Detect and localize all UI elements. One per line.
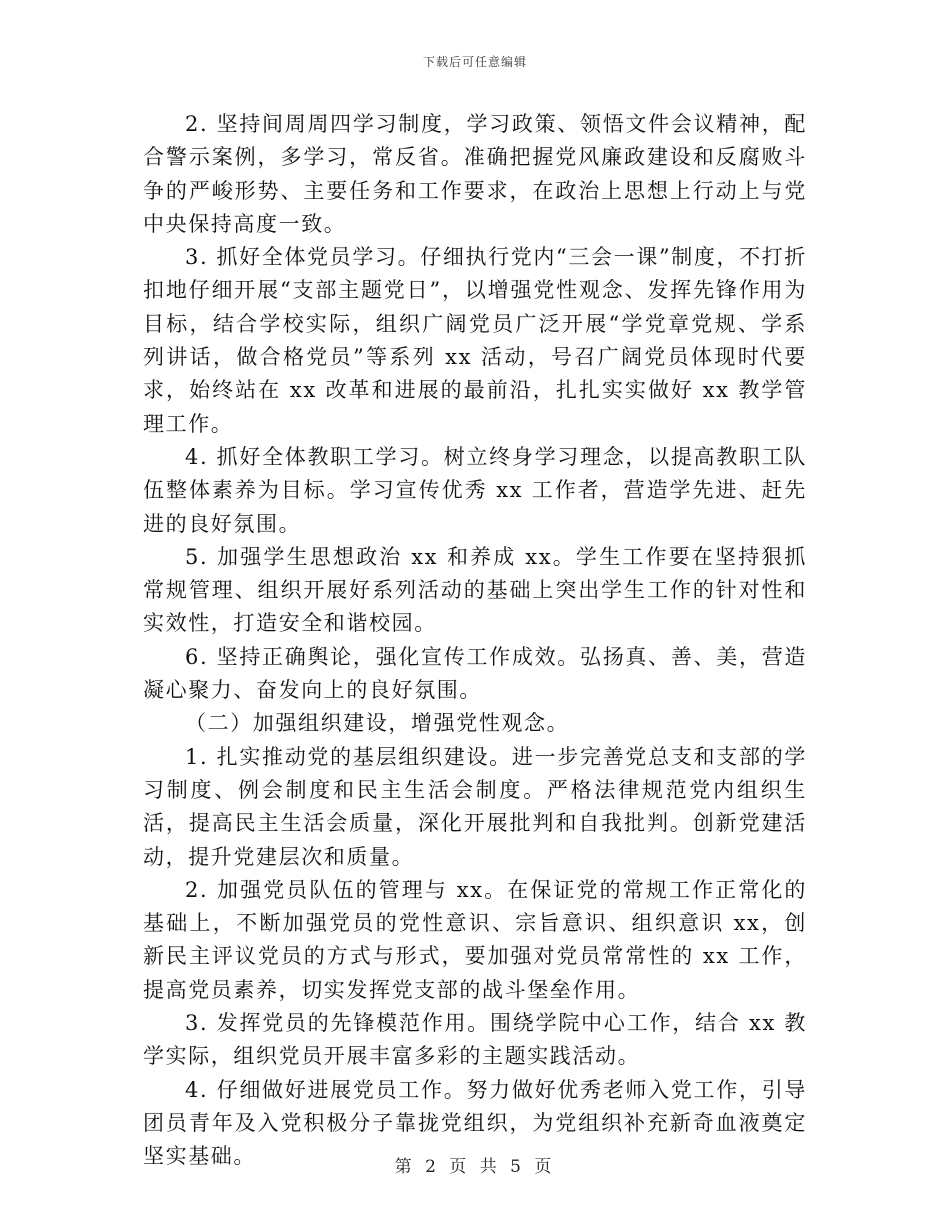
section-heading-organization: （二）加强组织建设，增强党性观念。 — [185, 711, 570, 736]
paragraph-item-6-public-opinion: 6. 坚持正确舆论，强化宣传工作成效。弘扬真、善、美，营造凝心聚力、奋发向上的良好氛围。 — [143, 644, 807, 703]
document-body — [143, 108, 807, 1174]
paragraph-item-2-member-management: 2. 加强党员队伍的管理与 xx。在保证党的常规工作正常化的基础上，不断加强党员的党性意识、宗旨意识、组织意识 xx，创新民主评议党员的方式与形式，要加强对党员常常性的 xx 工作，提高党员素养，切实发挥党支部的战斗堡垒作用。 — [143, 877, 807, 1002]
paragraph-item-3-party-member-study: 3. 抓好全体党员学习。仔细执行党内“三会一课”制度，不打折扣地仔细开展“支部主题党日”，以增强党性观念、发挥先锋作用为目标，结合学校实际，组织广阔党员广泛开展“学党章党规、学系列讲话，做合格党员”等系列 xx 活动，号召广阔党员体现时代要求，始终站在 xx 改革和进展的最前沿，扎扎实实做好 xx 教学管理工作。 — [143, 245, 807, 436]
paragraph-item-1-grassroots-organization: 1. 扎实推动党的基层组织建设。进一步完善党总支和支部的学习制度、例会制度和民主生活会制度。严格法律规范党内组织生活，提高民主生活会质量，深化开展批判和自我批判。创新党建活动，提升党建层次和质量。 — [143, 744, 807, 869]
page-header-note: 下载后可任意编辑 — [422, 55, 527, 69]
page-number-footer: 第 2 页 共 5 页 — [394, 1157, 556, 1177]
paragraph-item-3-vanguard-role: 3. 发挥党员的先锋模范作用。围绕学院中心工作，结合 xx 教学实际，组织党员开展丰富多彩的主题实践活动。 — [143, 1011, 807, 1069]
paragraph-item-5-student-education: 5. 加强学生思想政治 xx 和养成 xx。学生工作要在坚持狠抓常规管理、组织开展好系列活动的基础上突出学生工作的针对性和实效性，打造安全和谐校园。 — [143, 544, 807, 636]
paragraph-item-4-staff-study: 4. 抓好全体教职工学习。树立终身学习理念，以提高教职工队伍整体素养为目标。学习宣传优秀 xx 工作者，营造学先进、赶先进的良好氛围。 — [143, 444, 807, 536]
paragraph-item-4-recruitment: 4. 仔细做好进展党员工作。努力做好优秀老师入党工作，引导团员青年及入党积极分子靠拢党组织，为党组织补充新奇血液奠定坚实基础。 — [143, 1077, 807, 1169]
paragraph-item-2-study-system: 2. 坚持间周周四学习制度，学习政策、领悟文件会议精神，配合警示案例，多学习，常反省。准确把握党风廉政建设和反腐败斗争的严峻形势、主要任务和工作要求，在政治上思想上行动上与党中央保持高度一致。 — [143, 112, 807, 236]
